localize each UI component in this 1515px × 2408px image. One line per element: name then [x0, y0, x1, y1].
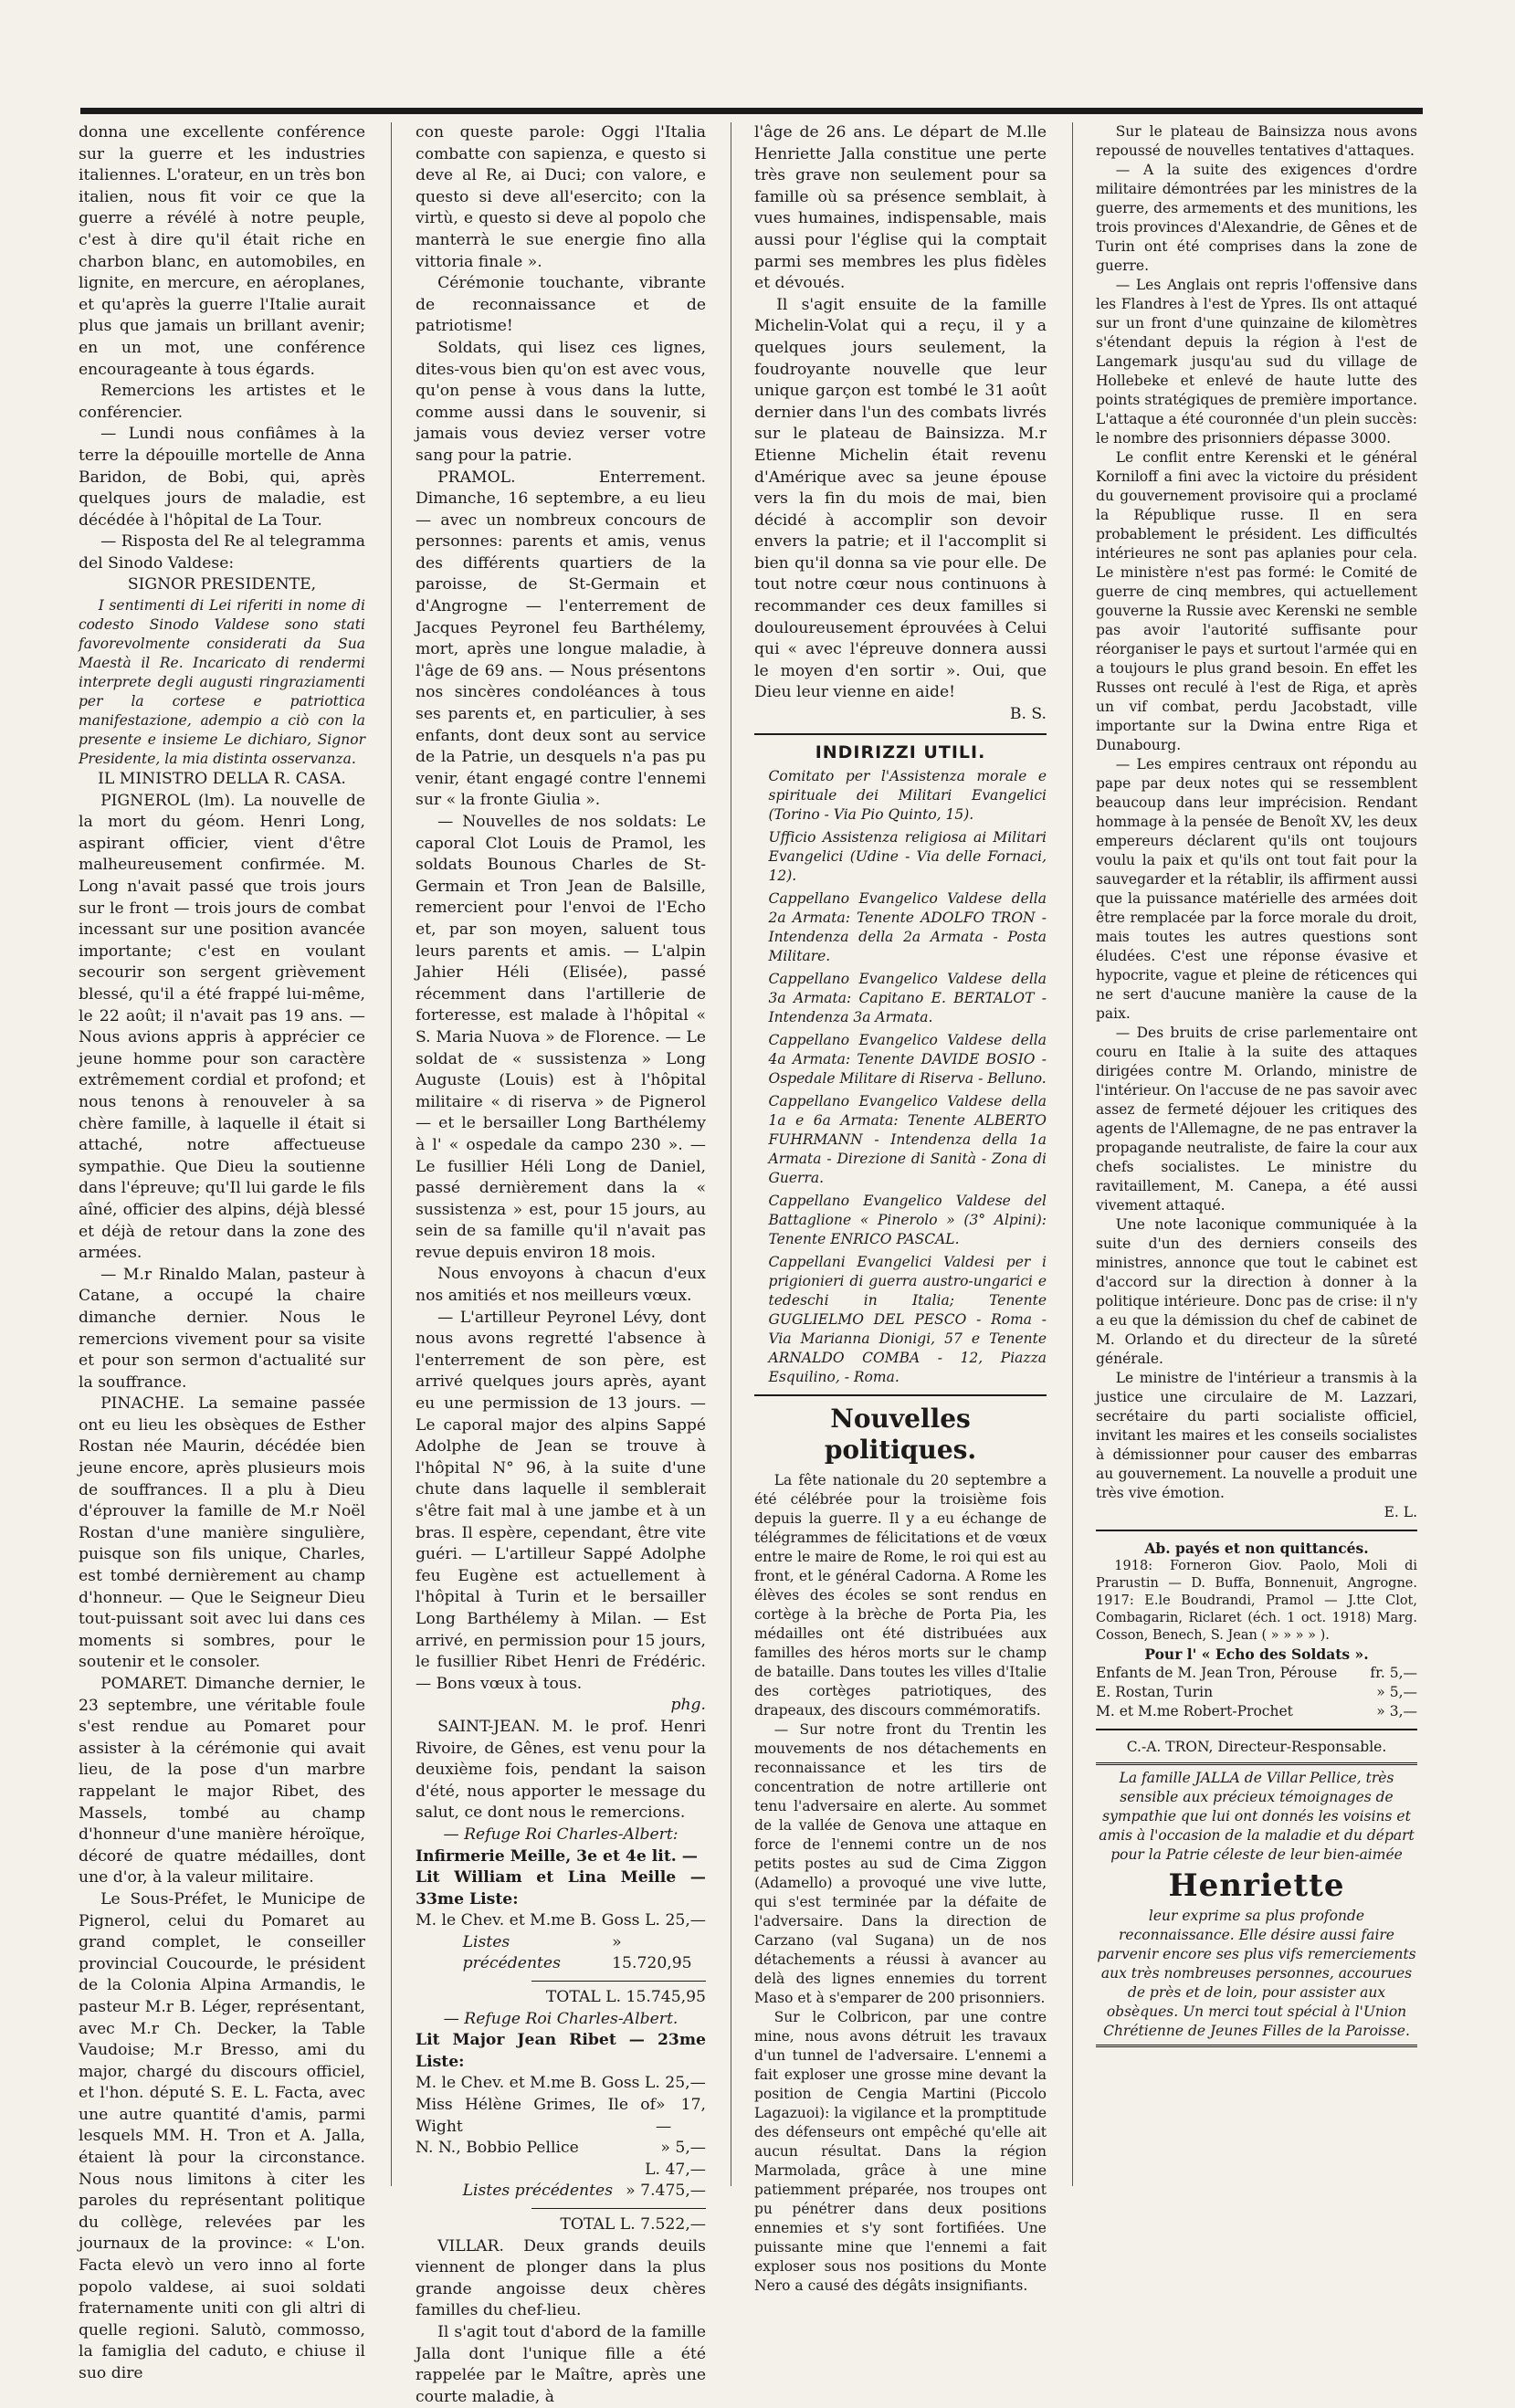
fund-title: Infirmerie Meille, 3e et 4e lit. — [416, 1846, 698, 1866]
fund-row: M. le Chev. et M.me B. Goss L. 25,— [416, 1911, 706, 1930]
author-initials: E. L. [1383, 1504, 1417, 1520]
paragraph: — Nouvelles de nos soldats: Le caporal Clot Louis de Pramol, les soldats Bounous Charles de St-Germain et Tron Jean de Balsille, remercient pour l'envoi de l'Echo et, par son moyen, saluent tous leurs parents et amis. — L'alpin Jahier Héli (Elisée), passé récemment dans l'artillerie de forteresse, est malade à l'hôpital « S. Maria Nuova » de Florence. — Le soldat de « sussistenza » Long Auguste (Louis) est à l'hôpital militaire « di riserva » de Pignerol — et le bersailler Long Barthélemy à l' « ospedale da campo 230 ». — Le fusillier Héli Long de Daniel, passé dernièrement dans la « sussistenza » est, pour 15 jours, au sein de sa famille qu'il n'avait pas revue depuis environ 18 mois. [416, 813, 706, 1262]
divider [1096, 1729, 1417, 1730]
fund-row: E. Rostan, Turin » 5,— [1096, 1684, 1417, 1700]
paragraph: POMARET. Dimanche dernier, le 23 septembre, une véritable foule s'est rendue au Pomaret pour assister à la cérémonie qui avait lieu, de la pose d'un marbre rappelant le major Ribet, des Massels, tombé au champ d'honneur d'une manière héroïque, décoré de quatre médailles, dont une d'or, à la valeur militaire. [79, 1675, 365, 1887]
fund-row: Enfants de M. Jean Tron, Pérouse fr. 5,— [1096, 1665, 1417, 1681]
paragraph: Le Sous-Préfet, le Municipe de Pignerol, celui du Pomaret au grand complet, le conseiller provincial Coucourde, le président de la Colonia Alpina Armandis, le pasteur M.r B. Léger, représentant, avec M.r Ch. Decker, la Table Vaudoise; M.r Bresso, ami du major, chargé du discours officiel, et l'hon. député S. E. L. Facta, avec une autre quantité d'amis, parmi lesquels MM. H. Tron et A. Jalla, étaient là pour la circonstance. Nous nous limitons à citer les paroles du représentant politique du collège, relevées par les journaux de la province: « L'on. Facta elevò un vero inno al forte popolo valdese, ai suoi soldati fraternamente uniti con gli altri di quelle regioni. Salutò, commosso, la famiglia del caduto, e chiuse il suo dire [79, 1889, 365, 2382]
fund-subtitle: Lit William et Lina Meille — 33me Liste: [416, 1868, 706, 1909]
divider [754, 1394, 1047, 1396]
paragraph: SAINT-JEAN. M. le prof. Henri Rivoire, de Gênes, est venu pour la deuxième fois, pendant la saison d'été, nous apporter le message du salut, ce dont nous le remercions. [416, 1717, 706, 1823]
echo-soldats-title: Pour l' « Echo des Soldats ». [1144, 1646, 1369, 1663]
paragraph: Le ministre de l'intérieur a transmis à la justice une circulaire de M. Lazzari, secrétaire du parti socialiste officiel, invitant les maires et les conseils socialistes à démissionner pour causer des embarras au gouvernement. La nouvelle a produit une très vive émotion. [1096, 1370, 1417, 1501]
obituary-notice [1096, 1762, 1417, 2047]
subscriptions-list: 1918: Forneron Giov. Paolo, Moli di Prarustin — D. Buffa, Bonnenuit, Angrogne. 1917: E.le Boudrandi, Pramol — J.tte Clot, Combagarin, Riclaret (éch. 1 oct. 1918) Marg. Cosson, Benech, S. Jean ( » » » » ). [1096, 1559, 1417, 1643]
paragraph: Une note laconique communiquée à la suite d'un des derniers conseils des ministres, annonce que tout le cabinet est d'accord sur la direction à donner à la politique intérieure. Donc pas de crise: il n'y a eu que la démission du chef de cabinet de M. Orlando et du directeur de la sûreté générale. [1096, 1216, 1417, 1367]
address-item: Cappellano Evangelico Valdese della 3a Armata: Capitano E. BERTALOT - Intendenza 3a Armata. [768, 971, 1047, 1026]
address-item: Comitato per l'Assistenza morale e spirituale dei Militari Evangelici (Torino - Via Pio Quinto, 15). [768, 768, 1047, 824]
salutation: SIGNOR PRESIDENTE, [127, 575, 317, 594]
fund-row: M. et M.me Robert-Prochet » 3,— [1096, 1703, 1417, 1719]
column-divider [391, 122, 392, 2186]
paragraph: Il s'agit ensuite de la famille Michelin-Volat qui a reçu, il y a quelques jours seulement, la foudroyante nouvelle que leur unique garçon est tombé le 31 août dernier dans l'un des combats livrés sur le plateau de Bainsizza. M.r Etienne Michelin était revenu d'Amérique avec sa jeune épouse vers la fin du mois de mai, bien décidé à accomplir son devoir envers la patrie; et il l'accomplit si bien qu'il donna sa vie pour elle. De tout notre cœur nous continuons à recommander ces deux familles si douloureusement éprouvées à Celui qui « avec l'épreuve donnera aussi le moyen d'en sortir ». Oui, que Dieu leur vienne en aide! [754, 295, 1047, 702]
paragraph: Sur le Colbricon, par une contre mine, nous avons détruit les travaux d'un tunnel de l'adversaire. L'ennemi a fait exploser une grosse mine devant la position de Cengia Martini (Piccolo Lagazuoi): la vigilance et la promptitude des défenseurs ont empêché qu'elle ait aucun résultat. Dans la région Marmolada, grâce à une mine patiemment préparée, nos troupes ont pu pénétrer dans deux positions ennemies et s'y sont fortifiées. Une puissante mine que l'ennemi a fait exploser sous nos positions du Monte Nero a causé des dégâts insignifiants. [754, 2009, 1047, 2295]
paragraph: l'âge de 26 ans. Le départ de M.lle Henriette Jalla constitue une perte très grave non seulement pour sa famille où sa présence semblait, à vues humaines, indispensable, mais aussi pour l'église qui la comptait parmi ses membres les plus fidèles et dévoués. [754, 123, 1047, 293]
divider [531, 2208, 706, 2209]
column-4 [1096, 122, 1417, 2195]
column-divider [1072, 122, 1073, 2186]
paragraph: con queste parole: Oggi l'Italia combatte con sapienza, e questo si deve al Re, ai Duci; con valore, e questo si deve all'esercito; con la virtù, e questo si deve al popolo che manterrà le sue energie fino alla vittoria finale ». [416, 123, 706, 271]
paragraph: PRAMOL. Enterrement. Dimanche, 16 septembre, a eu lieu — avec un nombreux concours de personnes: parents et amis, venus des différents quartiers de la paroisse, de St-Germain et d'Angrogne — l'enterrement de Jacques Peyronel feu Barthélemy, mort, après une longue maladie, à l'âge de 69 ans. — Nous présentons nos sincères condoléances à tous ses parents et, en particulier, à ses enfants, dont deux sont au service de la Patrie, un desquels n'a pas pu venir, étant engagé contre l'ennemi sur « la fronte Giulia ». [416, 468, 706, 810]
paragraph: Remercions les artistes et le conférencier. [79, 382, 365, 422]
paragraph: donna une excellente conférence sur la guerre et les industries italiennes. L'orateur, en un très bon italien, nous fit voir ce que la guerre a révélé à notre peuple, c'est à dire qu'il était riche en charbon blanc, en automobiles, en lignite, en mercure, en aéroplanes, et qu'après la guerre l'Italie aurait plus que jamais un brillant avenir; en un mot, une conférence encourageante à tous égards. [79, 123, 365, 379]
divider [1096, 1530, 1417, 1531]
paragraph: PINACHE. La semaine passée ont eu lieu les obsèques de Esther Rostan née Maurin, décédée bien jeune encore, après plusieurs mois de souffrances. Il a plu à Dieu d'éprouver la famille de M.r Noël Rostan d'une manière singulière, puisque son fils unique, Charles, est tombé dernièrement au champ d'honneur. — Que le Seigneur Dieu tout-puissant soit avec lui dans ces moments si sombres, pour le soutenir et le consoler. [79, 1394, 365, 1672]
column-1 [79, 122, 365, 2382]
paragraph: — L'artilleur Peyronel Lévy, dont nous avons regretté l'absence à l'enterrement de son père, est arrivé quelques jours après, ayant eu une permission de 13 jours. — Le caporal major des alpins Sappé Adolphe de Jean se trouve à l'hôpital N° 96, à la suite d'une chute dans laquelle il semblerait s'être fait mal à une jambe et à un bras. Il espère, cependant, être vite guéri. — L'artilleur Sappé Adolphe feu Eugène est actuellement à l'hôpital à Turin et le bersailler Long Barthélemy à Milan. — Est arrivé, en permission pour 15 jours, le fusillier Ribet Henri de Frédéric. — Bons vœux à tous. [416, 1308, 706, 1693]
address-item: Cappellano Evangelico Valdese della 4a Armata: Tenente DAVIDE BOSIO - Ospedale Militare di Riserva - Belluno. [768, 1032, 1047, 1088]
paragraph: Nous envoyons à chacun d'eux nos amitiés et nos meilleurs vœux. [416, 1265, 706, 1306]
fund-row: M. le Chev. et M.me B. Goss L. 25,— [416, 2074, 706, 2093]
address-item: Cappellano Evangelico Valdese della 1a e 6a Armata: Tenente ALBERTO FUHRMANN - Intendenza della 1a Armata - Direzione di Sanità - Zona di Guerra. [768, 1093, 1047, 1187]
subscriptions-title: Ab. payés et non quittancés. [1144, 1540, 1369, 1557]
director-line: C.-A. TRON, Directeur-Responsable. [1126, 1739, 1387, 1755]
paragraph: Il s'agit tout d'abord de la famille Jalla dont l'unique fille a été rappelée par le Maître, après une courte maladie, à [416, 2322, 706, 2406]
paragraph: — Lundi nous confiâmes à la terre la dépouille mortelle de Anna Baridon, de Bobi, qui, après quelques jours de maladie, est décédée à l'hôpital de La Tour. [79, 425, 365, 530]
column-2 [416, 122, 706, 2406]
address-item: Cappellano Evangelico Valdese del Battaglione « Pinerolo » (3° Alpini): Tenente ENRICO PASCAL. [768, 1193, 1047, 1248]
fund-total: TOTAL L. 7.522,— [560, 2215, 706, 2234]
fund-total: TOTAL L. 15.745,95 [545, 1988, 706, 2007]
address-item: Ufficio Assistenza religiosa ai Militari Evangelici (Udine - Via delle Fornaci, 12). [768, 829, 1047, 885]
paragraph: Soldats, qui lisez ces lignes, dites-vous bien qu'on est avec vous, qu'on pense à vous dans la lutte, comme aussi dans le souvenir, si jamais vous deviez verser votre sang pour la patrie. [416, 338, 706, 465]
column-3 [754, 122, 1047, 2295]
fund-row: N. N., Bobbio Pellice » 5,— [416, 2139, 706, 2158]
address-item: Cappellani Evangelici Valdesi per i prigionieri di guerra austro-ungarici e tedeschi in Italia; Tenente GUGLIELMO DEL PESCO - Roma - Via Marianna Dionigi, 57 e Tenente ARNALDO COMBA - 12, Piazza Esquilino, - Roma. [768, 1254, 1047, 1386]
paragraph: Le conflit entre Kerenski et le général Korniloff a fini avec la victoire du président du gouvernement provisoire qui a proclamé la République russe. Il en sera probablement le président. Les difficultés intérieures ne sont pas aplanies pour cela. Le ministère n'est pas formé: le Comité de guerre de cinq membres, qui actuellement gouverne la Russie avec Kerenski ne semble pas avoir l'autorité suffisante pour réorganiser le pays et surtout l'armée qui en a toujours le plus grand besoin. En effet les Russes ont reculé à l'est de Riga, et après un vif combat, perdu Jacobstadt, ville importante sur la Dwina entre Riga et Dunabourg. [1096, 449, 1417, 753]
paragraph: — Les empires centraux ont répondu au pape par deux notes qui se ressemblent beaucoup dans leur imprécision. Rendant hommage à la pensée de Benoît XV, les deux empereurs déclarent qu'ils ont toujours voulu la paix et qu'ils ont tout fait pour la sauvegarder et la rétablir, ils affirment aussi que la puissance matérielle des armées doit être remplacée par la force morale du droit, mais toutes les autres questions sont éludées. C'est une réponse évasive et hypocrite, vague et pleine de réticences qui ne sert d'aucune manière la cause de la paix. [1096, 756, 1417, 1022]
author-initials: B. S. [1009, 705, 1047, 724]
notice-text: leur exprime sa plus profonde reconnaissance. Elle désire aussi faire parvenir encore ses plus vifs remerciements aux très nombreuses personnes, accourues de près et de loin, pour assister aux obsèques. Un merci tout spécial à l'Union Chrétienne de Jeunes Filles de la Paroisse. [1097, 1908, 1416, 2039]
paragraph: La fête nationale du 20 septembre a été célébrée pour la troisième fois depuis la guerre. Il y a eu échange de télégrammes de félicitations et de vœux entre le maire de Rome, le roi qui est au front, et le général Cadorna. A Rome les élèves des écoles se sont rendus en cortège à la brèche de Porta Pia, les médailles ont été distribuées aux familles des héros morts sur le champ de bataille. Dans toutes les villes d'Italie des cortèges patriotiques, des drapeaux, des discours commémoratifs. [754, 1472, 1047, 1719]
fund-heading: — Refuge Roi Charles-Albert: [443, 1824, 679, 1844]
fund-row: Listes précédentes » 15.720,95 [462, 1932, 692, 1973]
paragraph: VILLAR. Deux grands deuils viennent de plonger dans la plus grande angoisse deux chères familles du chef-lieu. [416, 2236, 706, 2320]
notice-text: La famille JALLA de Villar Pellice, très sensible aux précieux témoignages de sympathie que lui ont donnés les voisins et amis à l'occasion de la maladie et du départ pour la Patrie céleste de leur bien-aimée [1099, 1770, 1415, 1863]
fund-subtitle: Lit Major Jean Ribet — 23me Liste: [416, 2031, 706, 2071]
paragraph: Sur le plateau de Bainsizza nous avons repoussé de nouvelles tentatives d'attaques. [1096, 123, 1417, 159]
paragraph: — Sur notre front du Trentin les mouvements de nos détachements en reconnaissance et les tirs de concentration de notre artillerie ont tenu l'adversaire en alerte. Au sommet de la vallée de Genova une attaque en force de l'ennemi contre un de nos petits postes au sud de Cima Ziggon (Adamello) a provoqué une vive lutte, qui s'est terminée par la défaite de l'adversaire. Dans la direction de Carzano (val Sugana) un de nos détachements a réussi à avancer au delà des lignes ennemies du torrent Maso et à s'emparer de 200 prisonniers. [754, 1721, 1047, 2007]
paragraph: — Risposta del Re al telegramma del Sinodo Valdese: [79, 532, 365, 573]
fund-row: Listes précédentes » 7.475,— [462, 2182, 706, 2201]
paragraph: — Des bruits de crise parlementaire ont couru en Italie à la suite des attaques dirigées contre M. Orlando, ministre de l'intérieur. On l'accuse de ne pas savoir avec assez de fermeté déjouer les critiques des agents de l'Allemagne, de ne pas entraver la propagande neutraliste, de faire la cour aux chefs socialistes. Le ministre du ravitaillement, M. Canepa, a été aussi vivement attaqué. [1096, 1025, 1417, 1214]
notice-name: Henriette [1168, 1867, 1345, 1904]
section-title-indirizzi: INDIRIZZI UTILI. [815, 741, 986, 762]
address-item: Cappellano Evangelico Valdese della 2a Armata: Tenente ADOLFO TRON - Intendenza della 2a Armata - Posta Militare. [768, 890, 1047, 965]
author-initials: phg. [670, 1696, 706, 1715]
top-rule [80, 108, 1423, 114]
telegram-text: I sentimenti di Lei riferiti in nome di codesto Sinodo Valdese sono stati favorevolmente considerati da Sua Maestà il Re. Incaricato di rendermi interprete degli augusti ringraziamenti per la cortese e patriottica manifestazione, adempio a ciò con la presente e insieme Le dichiaro, Signor Presidente, la mia distinta osservanza. [79, 597, 365, 768]
section-title-politiques: Nouvelles politiques. [824, 1404, 977, 1466]
fund-subtotal: L. 47,— [645, 2160, 706, 2179]
telegram-signature: IL MINISTRO DELLA R. CASA. [98, 770, 346, 789]
paragraph: — Les Anglais ont repris l'offensive dans les Flandres à l'est de Ypres. Ils ont attaqué sur un front d'une quinzaine de kilomètres s'étendant depuis la région à l'est de Langemark jusqu'au sud du village de Hollebeke et enlevé de haute lutte des points stratégiques de première importance. L'attaque a été couronnée d'un plein succès: le nombre des prisonniers dépasse 3000. [1096, 277, 1417, 447]
fund-heading: — Refuge Roi Charles-Albert. [443, 2009, 679, 2028]
divider [531, 1981, 706, 1982]
paragraph: PIGNEROL (lm). La nouvelle de la mort du géom. Henri Long, aspirant officier, vient d'être malheureusement confirmée. M. Long n'avait passé que trois jours sur le front — trois jours de combat incessant sur une position avancée importante; c'est en voulant secourir son sergent grièvement blessé, qu'il a été frappé lui-même, le 22 août; il n'avait pas 19 ans. — Nous avions appris à apprécier ce jeune homme pour son caractère extrêmement cordial et profond; et nous tenons à renouveler à sa chère famille, à laquelle il était si attaché, notre affectueuse sympathie. Que Dieu la soutienne dans l'épreuve; qu'Il lui garde le fils aîné, officier des alpins, déjà blessé et déjà de retour dans la zone des armées. [79, 791, 365, 1263]
paragraph: Cérémonie touchante, vibrante de reconnaissance et de patriotisme! [416, 274, 706, 336]
paragraph: — A la suite des exigences d'ordre militaire démontrées par les ministres de la guerre, des armements et des munitions, les trois provinces d'Alexandrie, de Gênes et de Turin ont été comprises dans la zone de guerre. [1096, 162, 1417, 274]
divider [754, 733, 1047, 735]
fund-row: Miss Hélène Grimes, Ile of Wight » 17,— [416, 2096, 706, 2136]
paragraph: — M.r Rinaldo Malan, pasteur à Catane, a occupé la chaire dimanche dernier. Nous le remercions vivement pour sa visite et pour son sermon d'actualité sur la souffrance. [79, 1265, 365, 1392]
